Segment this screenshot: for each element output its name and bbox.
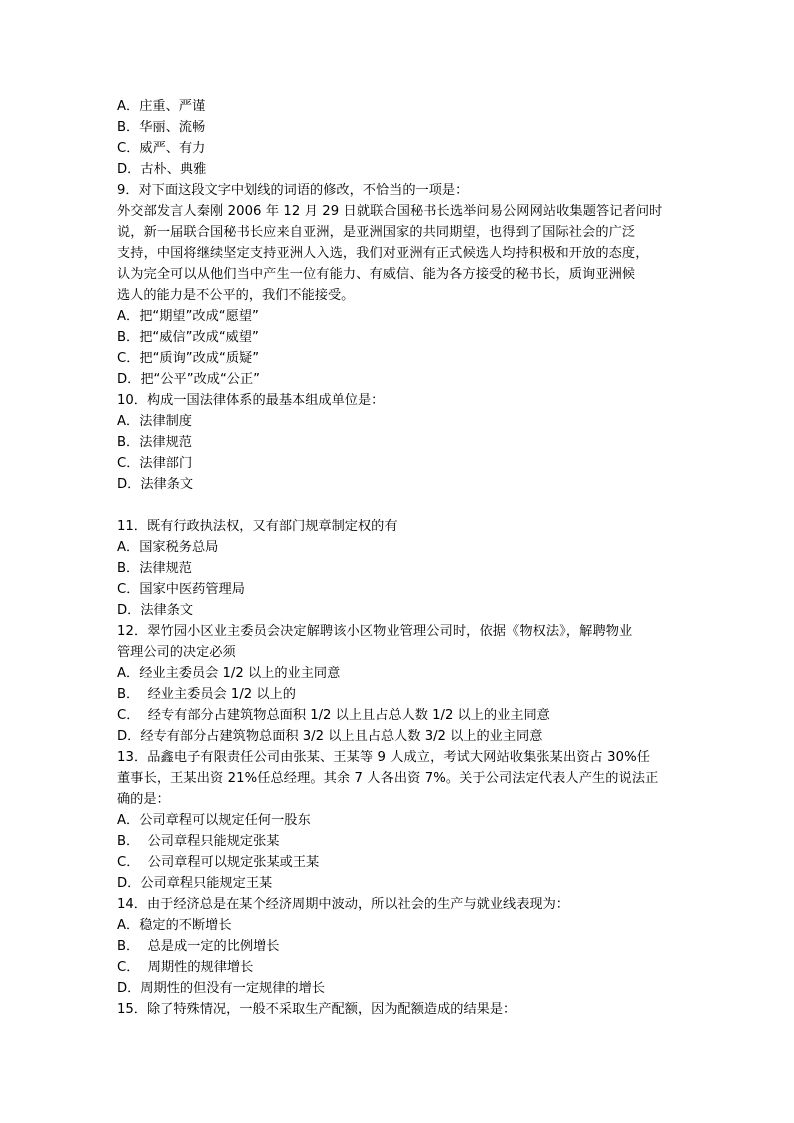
option-c: C．国家中医药管理局 <box>117 582 245 597</box>
question-10: 10．构成一国法律体系的最基本组成单位是： <box>117 393 385 408</box>
option-c: C．威严、有力 <box>117 141 206 156</box>
option-b: B．法律规范 <box>117 561 192 576</box>
question-12: 12．翠竹园小区业主委员会决定解聘该小区物业管理公司时，依据《物权法》，解聘物业 <box>117 624 633 639</box>
option-b: B．华丽、流畅 <box>117 120 206 135</box>
question-9-passage-line: 选人的能力是不公平的，我们不能接受。 <box>117 288 355 303</box>
option-c: C． 经专有部分占建筑物总面积 1/2 以上且占总人数 1/2 以上的业主同意 <box>117 708 550 723</box>
question-9: 9．对下面这段文字中划线的词语的修改，不恰当的一项是： <box>117 183 469 198</box>
option-a: A．国家税务总局 <box>117 540 219 555</box>
question-9-passage-line: 支持，中国将继续坚定支持亚洲人入选，我们对亚洲有正式候选人均持积极和开放的态度， <box>117 246 649 261</box>
blank-line <box>117 495 677 516</box>
option-d: D．公司章程只能规定王某 <box>117 876 273 891</box>
option-d: D．法律条文 <box>117 603 194 618</box>
option-a: A．把“期望”改成“愿望” <box>117 309 259 324</box>
option-d: D．法律条文 <box>117 477 194 492</box>
question-13: 13．品鑫电子有限责任公司由张某、王某等 9 人成立，考试大网站收集张某出资占 30%任 <box>117 750 651 765</box>
option-a: A．稳定的不断增长 <box>117 918 232 933</box>
option-c: C．法律部门 <box>117 456 193 471</box>
option-b: B． 公司章程只能规定张某 <box>117 834 280 849</box>
question-9-passage-line: 外交部发言人秦刚 2006 年 12 月 29 日就联合国秘书长选举问易公网网站收集题答记者问时 <box>117 204 663 219</box>
question-9-passage-line: 说，新一届联合国秘书长应来自亚洲，是亚洲国家的共同期望，也得到了国际社会的广泛 <box>117 225 636 240</box>
option-d: D．把“公平”改成“公正” <box>117 372 260 387</box>
question-13-continued: 确的是： <box>117 792 170 807</box>
option-c: C． 公司章程可以规定张某或王某 <box>117 855 320 870</box>
option-a: A．经业主委员会 1/2 以上的业主同意 <box>117 666 341 681</box>
option-b: B．法律规范 <box>117 435 192 450</box>
question-15: 15．除了特殊情况，一般不采取生产配额，因为配额造成的结果是： <box>117 1002 517 1017</box>
option-b: B．把“威信”改成“威望” <box>117 330 259 345</box>
option-d: D．古朴、典雅 <box>117 162 207 177</box>
option-d: D．经专有部分占建筑物总面积 3/2 以上且占总人数 3/2 以上的业主同意 <box>117 729 543 744</box>
document-page <box>117 96 677 1020</box>
option-a: A．法律制度 <box>117 414 192 429</box>
option-b: B． 经业主委员会 1/2 以上的 <box>117 687 296 702</box>
question-13-continued: 董事长，王某出资 21%任总经理。其余 7 人各出资 7%。关于公司法定代表人产生的说法正 <box>117 771 659 786</box>
option-d: D．周期性的但没有一定规律的增长 <box>117 981 325 996</box>
question-12-continued: 管理公司的决定必须 <box>117 645 236 660</box>
question-9-passage-line: 认为完全可以从他们当中产生一位有能力、有威信、能为各方接受的秘书长，质询亚洲候 <box>117 267 636 282</box>
question-14: 14．由于经济总是在某个经济周期中波动，所以社会的生产与就业线表现为： <box>117 897 569 912</box>
option-c: C． 周期性的规律增长 <box>117 960 254 975</box>
option-b: B． 总是成一定的比例增长 <box>117 939 280 954</box>
option-c: C．把“质询”改成“质疑” <box>117 351 260 366</box>
option-a: A．庄重、严谨 <box>117 99 206 114</box>
question-11: 11．既有行政执法权，又有部门规章制定权的有 <box>117 519 398 534</box>
option-a: A．公司章程可以规定任何一股东 <box>117 813 311 828</box>
